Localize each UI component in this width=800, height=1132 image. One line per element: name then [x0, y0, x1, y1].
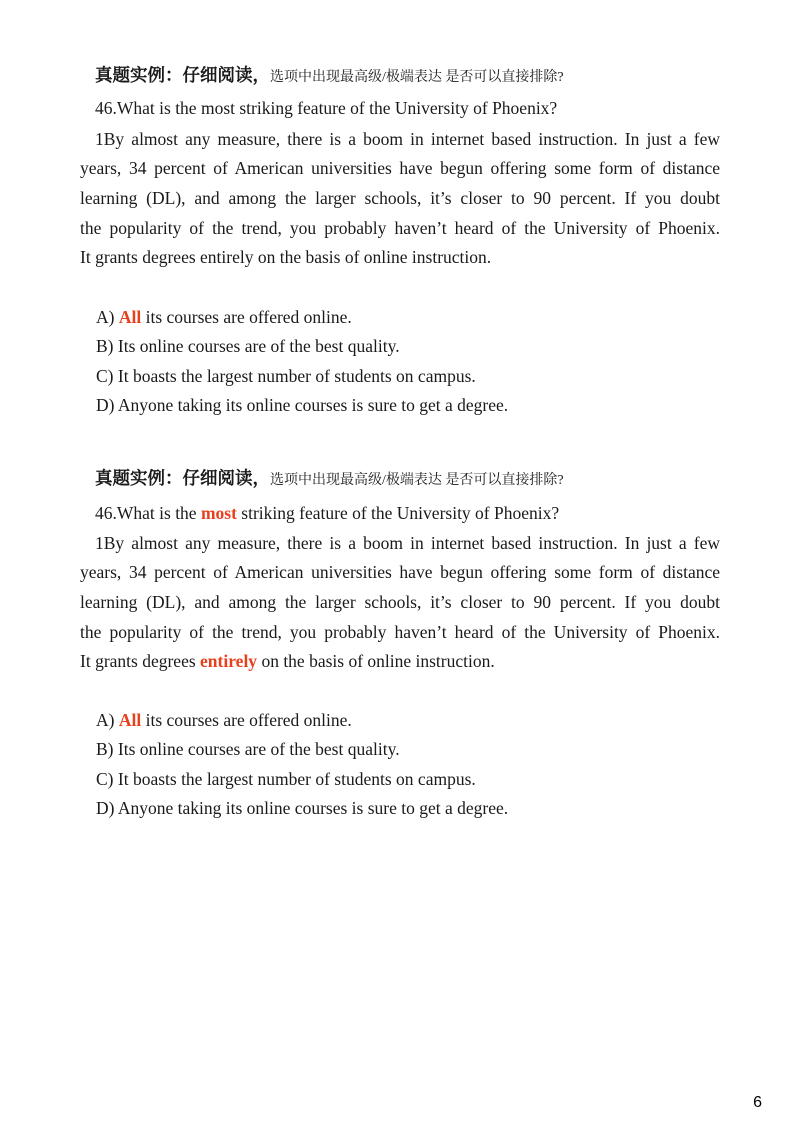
heading-rest: 选项中出现最高级/极端表达 是否可以直接排除? [270, 70, 564, 85]
highlight-most: most [200, 503, 237, 523]
option-a: A) All its courses are offered online. [96, 710, 352, 730]
option-d: D) Anyone taking its online courses is sure to get a degree. [96, 798, 509, 818]
option-b: B) Its online courses are of the best quality. [96, 336, 400, 356]
heading-bold: 真题实例：仔细阅读， [95, 65, 270, 85]
option-a: A) All its courses are offered online. [96, 307, 352, 327]
passage-line-3: learning (DL), and among the larger schools, it’s closer to 90 percent. If you doubt [80, 592, 720, 612]
question-text: 46.What is the most striking feature of the University of Phoenix? [95, 503, 560, 523]
passage-line-4: the popularity of the trend, you probably haven’t heard of the University of Phoenix. [80, 622, 720, 642]
heading-bold: 真题实例：仔细阅读， [95, 468, 270, 488]
page-number: 6 [753, 1094, 762, 1111]
section-heading [95, 467, 564, 492]
passage-line-1: 1By almost any measure, there is a boom in internet based instruction. In just a few [95, 533, 720, 553]
passage-line-5: It grants degrees entirely on the basis of online instruction. [80, 651, 495, 671]
option-c: C) It boasts the largest number of students on campus. [96, 366, 476, 386]
passage-line-4: the popularity of the trend, you probably haven’t heard of the University of Phoenix. [80, 218, 720, 238]
question-text: 46.What is the most striking feature of the University of Phoenix? [95, 98, 558, 118]
option-c: C) It boasts the largest number of students on campus. [96, 769, 476, 789]
passage-line-1: 1By almost any measure, there is a boom in internet based instruction. In just a few [95, 129, 720, 149]
highlight-all: All [118, 710, 142, 730]
highlight-entirely: entirely [200, 651, 258, 671]
section-heading [95, 64, 564, 89]
passage-line-2: years, 34 percent of American universities have begun offering some form of distance [80, 562, 720, 582]
passage-line-5: It grants degrees entirely on the basis of online instruction. [80, 247, 492, 267]
heading-rest: 选项中出现最高级/极端表达 是否可以直接排除? [270, 473, 564, 488]
passage-line-3: learning (DL), and among the larger schools, it’s closer to 90 percent. If you doubt [80, 188, 720, 208]
passage-line-2: years, 34 percent of American universities have begun offering some form of distance [80, 158, 720, 178]
option-b: B) Its online courses are of the best quality. [96, 739, 400, 759]
option-d: D) Anyone taking its online courses is sure to get a degree. [96, 395, 509, 415]
